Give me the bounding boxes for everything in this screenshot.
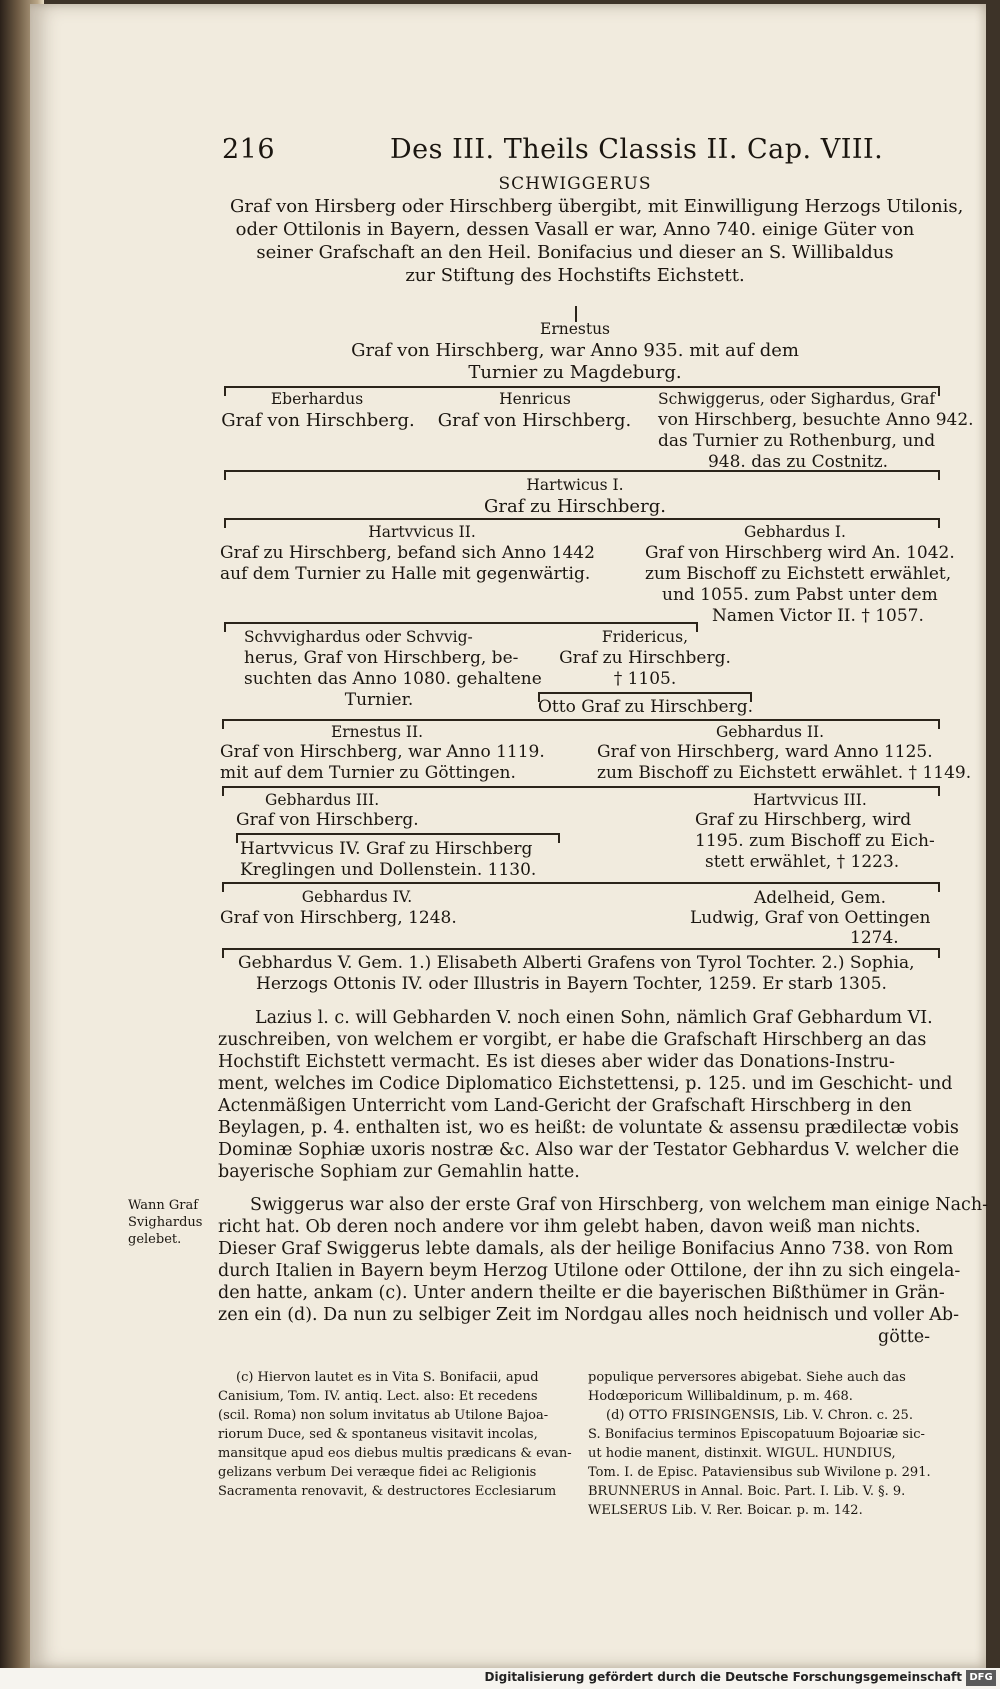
sidenote-line-2: Svighardus xyxy=(128,1215,203,1230)
henricus-title: Graf von Hirschberg. xyxy=(437,410,632,431)
footnote-left-4: riorum Duce, sed & spontaneus visitavit incolas, xyxy=(218,1427,538,1442)
fridericus-death: † 1105. xyxy=(613,669,677,689)
schwiggerus-name: SCHWIGGERUS xyxy=(498,174,652,194)
para2-catchword: götte- xyxy=(878,1327,931,1347)
adelheid-line-3: 1274. xyxy=(850,928,899,948)
para1-line-3: Hochstift Eichstett vermacht. Es ist dieses aber wider das Donations-Instru- xyxy=(218,1052,895,1072)
para1-line-5: Actenmäßigen Unterricht vom Land-Gericht der Grafschaft Hirschberg in den xyxy=(218,1096,912,1116)
ernestus-2-line-2: mit auf dem Turnier zu Göttingen. xyxy=(220,763,516,783)
hartwicus-2-line-1: Graf zu Hirschberg, befand sich Anno 1442 xyxy=(220,543,595,563)
otto-title: Otto Graf zu Hirschberg. xyxy=(538,697,754,717)
footnote-left-5: mansitque apud eos diebus multis prædicans & evan- xyxy=(218,1446,572,1461)
hartwicus-3-line-3: stett erwählet, † 1223. xyxy=(705,852,900,872)
schwighardus-line-3: suchten das Anno 1080. gehaltene xyxy=(244,669,542,689)
footnote-right-7: BRUNNERUS in Annal. Boic. Part. I. Lib. V. §. 9. xyxy=(588,1484,906,1499)
schwighardus-line-2: herus, Graf von Hirschberg, be- xyxy=(244,648,519,668)
gebhardus-4-title: Graf von Hirschberg, 1248. xyxy=(220,908,457,928)
adelheid-line-1: Adelheid, Gem. xyxy=(754,888,886,908)
para1-line-7: Dominæ Sophiæ uxoris nostræ &c. Also war der Testator Gebhardus V. welcher die xyxy=(218,1140,960,1160)
intro-line-2: oder Ottilonis in Bayern, dessen Vasall er war, Anno 740. einige Güter von xyxy=(235,219,915,240)
para2-line-1: Swiggerus war also der erste Graf von Hirschberg, von welchem man einige Nach- xyxy=(250,1195,989,1215)
para1-line-1: Lazius l. c. will Gebharden V. noch einen Sohn, nämlich Graf Gebhardum VI. xyxy=(255,1008,933,1028)
gebhardus-3-name: Gebhardus III. xyxy=(265,791,380,809)
hartwicus-4-line-1: Hartvvicus IV. Graf zu Hirschberg xyxy=(240,839,533,859)
footnote-left-6: gelizans verbum Dei veræque fidei ac Religionis xyxy=(218,1465,537,1480)
sidenote-line-3: gelebet. xyxy=(128,1232,182,1247)
intro-line-3: seiner Grafschaft an den Heil. Bonifacius und dieser an S. Willibaldus xyxy=(256,242,894,263)
schwiggerus-line-1: Schwiggerus, oder Sighardus, Graf xyxy=(658,390,936,408)
para1-line-6: Beylagen, p. 4. enthalten ist, wo es heißt: de voluntate & assensu prædilectæ vobis xyxy=(218,1118,959,1138)
ernestus-name: Ernestus xyxy=(540,320,610,338)
gebhardus-1-name: Gebhardus I. xyxy=(744,523,846,541)
hartwicus-1-name: Hartwicus I. xyxy=(526,476,624,494)
hartwicus-3-name: Hartvvicus III. xyxy=(753,791,867,809)
hartwicus-2-line-2: auf dem Turnier zu Halle mit gegenwärtig. xyxy=(220,564,591,584)
fridericus-name: Fridericus, xyxy=(601,628,689,646)
henricus-name: Henricus xyxy=(499,390,571,408)
footnote-right-3: (d) OTTO FRISINGENSIS, Lib. V. Chron. c. 25. xyxy=(606,1408,913,1423)
gebhardus-5-line-1: Gebhardus V. Gem. 1.) Elisabeth Alberti Grafens von Tyrol Tochter. 2.) Sophia, xyxy=(238,953,915,973)
hartwicus-1-title: Graf zu Hirschberg. xyxy=(484,496,666,517)
gebhardus-1-line-2: zum Bischoff zu Eichstett erwählet, xyxy=(645,564,952,584)
ernestus-2-line-1: Graf von Hirschberg, war Anno 1119. xyxy=(220,742,545,762)
intro-line-4: zur Stiftung des Hochstifts Eichstett. xyxy=(405,265,745,286)
ernestus-line-1: Graf von Hirschberg, war Anno 935. mit auf dem xyxy=(351,340,799,361)
gebhardus-3-title: Graf von Hirschberg. xyxy=(236,810,419,830)
footnote-left-1: (c) Hiervon lautet es in Vita S. Bonifacii, apud xyxy=(236,1370,539,1385)
adelheid-line-2: Ludwig, Graf von Oettingen xyxy=(690,908,931,928)
para1-line-2: zuschreiben, von welchem er vorgibt, er habe die Grafschaft Hirschberg an das xyxy=(218,1030,927,1050)
gebhardus-1-line-1: Graf von Hirschberg wird An. 1042. xyxy=(645,543,955,563)
page-number: 216 xyxy=(222,134,276,165)
eberhardus-name: Eberhardus xyxy=(270,390,364,408)
hartwicus-3-line-2: 1195. zum Bischoff zu Eich- xyxy=(695,831,935,851)
hartwicus-3-line-1: Graf zu Hirschberg, wird xyxy=(695,810,912,830)
intro-line-1: Graf von Hirsberg oder Hirschberg übergibt, mit Einwilligung Herzogs Utilonis, xyxy=(230,196,964,217)
para1-line-8: bayerische Sophiam zur Gemahlin hatte. xyxy=(218,1162,580,1182)
eberhardus-title: Graf von Hirschberg. xyxy=(221,410,415,431)
gebhardus-2-line-1: Graf von Hirschberg, ward Anno 1125. xyxy=(597,742,933,762)
para2-line-3: Dieser Graf Swiggerus lebte damals, als der heilige Bonifacius Anno 738. von Rom xyxy=(218,1239,954,1259)
dfg-logo: DFG xyxy=(966,1670,996,1686)
schwiggerus-line-2: von Hirschberg, besuchte Anno 942. xyxy=(658,410,974,430)
hartwicus-4-line-2: Kreglingen und Dollenstein. 1130. xyxy=(240,860,537,880)
para2-line-4: durch Italien in Bayern beym Herzog Utilone oder Ottilone, der ihn zu sich eingela- xyxy=(218,1261,961,1281)
gebhardus-2-line-2: zum Bischoff zu Eichstett erwählet. † 1149. xyxy=(597,763,972,783)
fridericus-title: Graf zu Hirschberg. xyxy=(559,648,731,668)
footer-credit: Digitalisierung gefördert durch die Deutsche Forschungsgemeinschaft xyxy=(484,1670,962,1684)
running-title: Des III. Theils Classis II. Cap. VIII. xyxy=(390,134,884,165)
footnote-right-1: populique perversores abigebat. Siehe auch das xyxy=(588,1370,906,1385)
schwighardus-line-1: Schvvighardus oder Schvvig- xyxy=(244,628,473,646)
para2-line-6: zen ein (d). Da nun zu selbiger Zeit im Nordgau alles noch heidnisch und voller Ab- xyxy=(218,1305,960,1325)
footnote-right-6: Tom. I. de Episc. Pataviensibus sub Wivilone p. 291. xyxy=(588,1465,931,1480)
gebhardus-1-line-4: Namen Victor II. † 1057. xyxy=(712,606,924,626)
footnote-right-2: Hodœporicum Willibaldinum, p. m. 468. xyxy=(588,1389,853,1404)
schwiggerus-line-4: 948. das zu Costnitz. xyxy=(707,452,889,472)
footnote-left-7: Sacramenta renovavit, & destructores Ecclesiarum xyxy=(218,1484,557,1499)
ernestus-2-name: Ernestus II. xyxy=(330,723,424,741)
gebhardus-1-line-3: und 1055. zum Pabst unter dem xyxy=(662,585,938,605)
footnote-right-8: WELSERUS Lib. V. Rer. Boicar. p. m. 142. xyxy=(588,1503,863,1518)
para2-line-5: den hatte, ankam (c). Unter andern theilte er die bayerischen Bißthümer in Grän- xyxy=(218,1283,945,1303)
footnote-left-3: (scil. Roma) non solum invitatus ab Utilone Bajoa- xyxy=(218,1408,549,1423)
footnote-right-4: S. Bonifacius terminos Episcopatuum Bojoariæ sic- xyxy=(588,1427,925,1442)
schwiggerus-line-3: das Turnier zu Rothenburg, und xyxy=(658,431,936,451)
ernestus-line-2: Turnier zu Magdeburg. xyxy=(468,362,682,383)
gebhardus-2-name: Gebhardus II. xyxy=(715,723,825,741)
hartwicus-2-name: Hartvvicus II. xyxy=(368,523,476,541)
para2-line-2: richt hat. Ob deren noch andere vor ihm gelebt haben, davon weiß man nichts. xyxy=(218,1217,921,1237)
footnote-left-2: Canisium, Tom. IV. antiq. Lect. also: Et recedens xyxy=(218,1389,538,1404)
digitization-footer xyxy=(0,1668,1000,1689)
footnote-right-5: ut hodie manent, distinxit. WIGUL. HUNDIUS, xyxy=(588,1446,896,1461)
schwighardus-line-4: Turnier. xyxy=(344,690,414,710)
sidenote-line-1: Wann Graf xyxy=(128,1198,199,1213)
gebhardus-4-name: Gebhardus IV. xyxy=(301,888,413,906)
gebhardus-5-line-2: Herzogs Ottonis IV. oder Illustris in Bayern Tochter, 1259. Er starb 1305. xyxy=(256,974,887,994)
para1-line-4: ment, welches im Codice Diplomatico Eichstettensi, p. 125. und im Geschicht- und xyxy=(218,1074,953,1094)
